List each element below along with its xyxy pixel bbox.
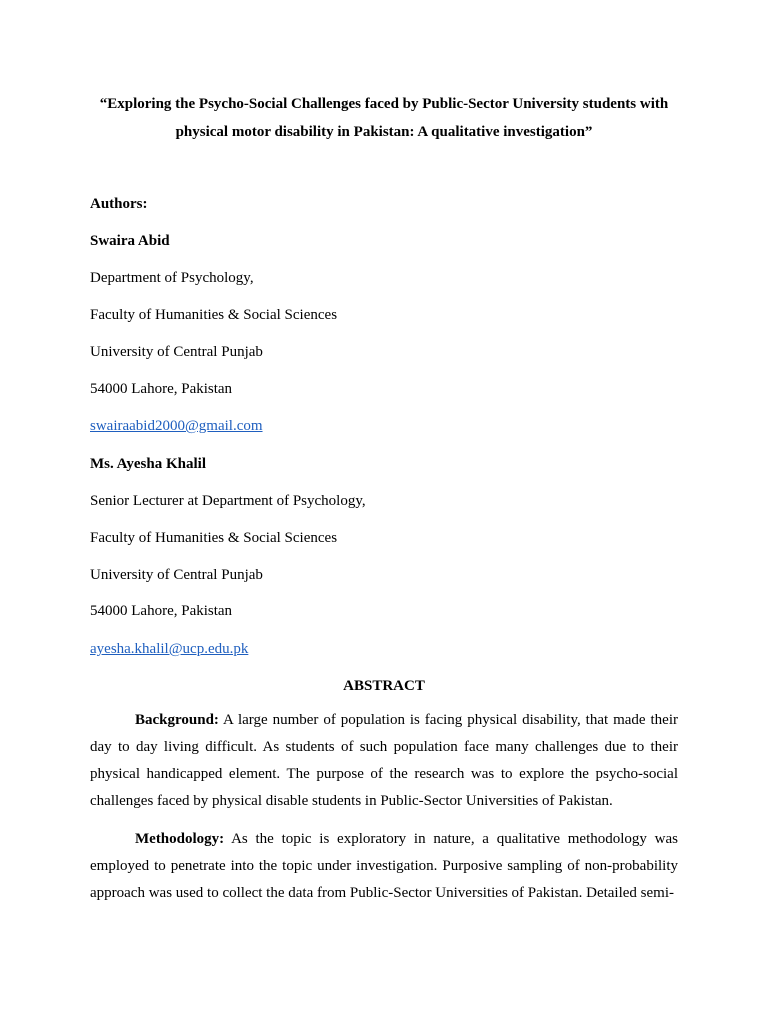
methodology-label: Methodology:: [135, 831, 225, 847]
abstract-background-paragraph: [90, 707, 678, 815]
author-1-university: University of Central Punjab: [90, 344, 263, 360]
author-2-university: University of Central Punjab: [90, 567, 263, 583]
author-2-position: Senior Lecturer at Department of Psychology,: [90, 493, 366, 509]
author-2-email-link[interactable]: ayesha.khalil@ucp.edu.pk: [90, 641, 249, 657]
authors-label: Authors:: [90, 196, 148, 212]
title-line-1: “Exploring the Psycho-Social Challenges faced by Public-Sector University students with: [99, 96, 669, 112]
author-2-address: 54000 Lahore, Pakistan: [90, 603, 233, 619]
author-1-name: Swaira Abid: [90, 233, 170, 249]
author-1-department: Department of Psychology,: [90, 270, 254, 286]
author-1-email-link[interactable]: swairaabid2000@gmail.com: [90, 418, 263, 434]
author-2-name: Ms. Ayesha Khalil: [90, 456, 206, 472]
author-2-faculty: Faculty of Humanities & Social Sciences: [90, 530, 338, 546]
background-label: Background:: [135, 712, 219, 728]
methodology-text: As the topic is exploratory in nature, a qualitative methodology was employed to penetrate into the topic under investigation. Purposive sampling of non-probability approach was used to collect the data from Public-Sector Universities of Pakistan. Detailed semi-: [90, 831, 678, 901]
author-1-faculty: Faculty of Humanities & Social Sciences: [90, 307, 338, 323]
author-1-address: 54000 Lahore, Pakistan: [90, 381, 233, 397]
abstract-heading: ABSTRACT: [343, 678, 425, 694]
title-line-2: physical motor disability in Pakistan: A qualitative investigation”: [175, 124, 593, 140]
background-text: A large number of population is facing physical disability, that made their day to day living difficult. As students of such population face many challenges due to their physical handicapped element. The purpose of the research was to explore the psycho-social challenges faced by physical disable students in Public-Sector Universities of Pakistan.: [90, 712, 678, 809]
abstract-methodology-paragraph: [90, 826, 678, 907]
paper-title: [90, 90, 678, 146]
